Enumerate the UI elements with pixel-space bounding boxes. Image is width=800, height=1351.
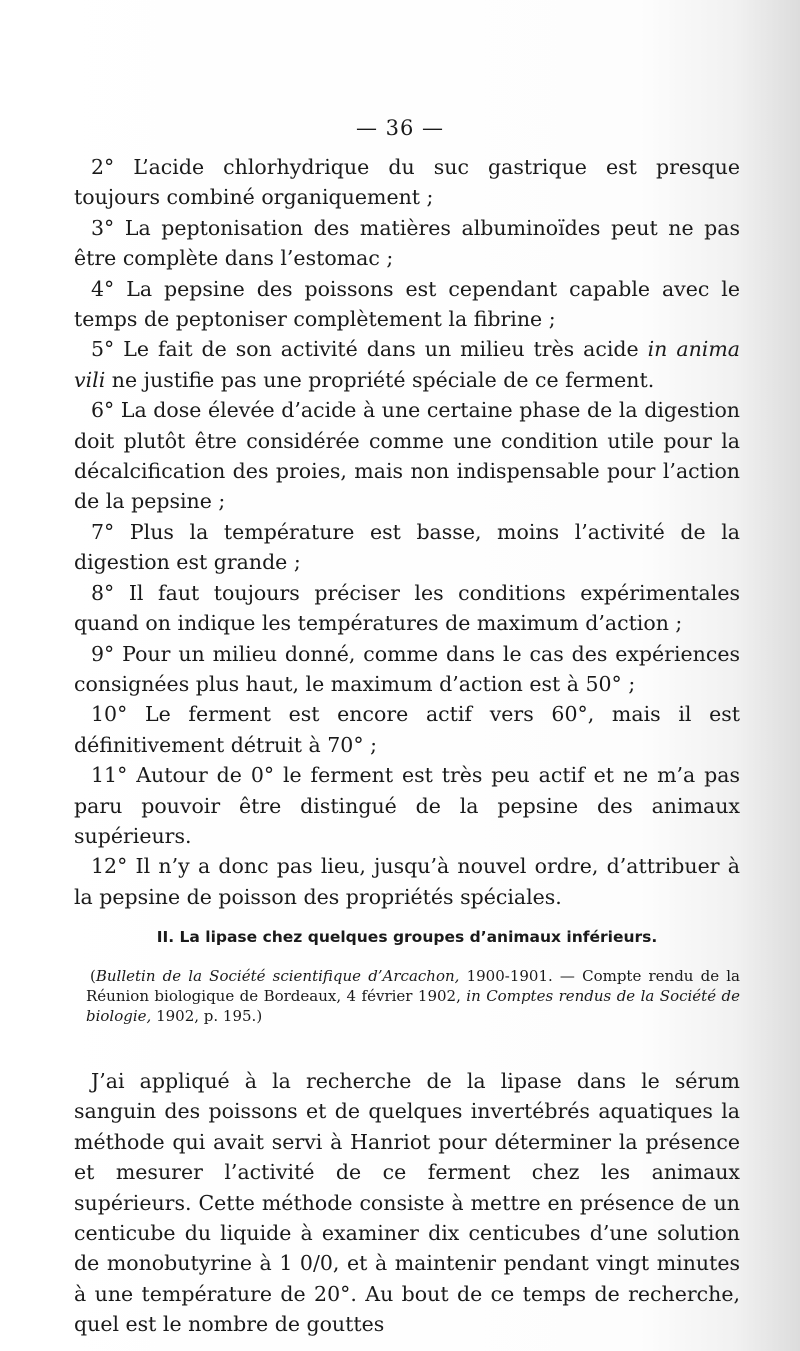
conclusion-item-4: 4° La pepsine des poissons est cependant capable avec le temps de peptoniser complètement la fibrine ; (74, 276, 740, 332)
page-number: — 36 — (355, 116, 445, 140)
conclusion-item-2: 2° L’acide chlorhydrique du suc gastrique est presque toujours combiné organiquement ; (74, 155, 740, 210)
conclusion-item-11: 11° Autour de 0° le ferment est très peu actif et ne m’a pas paru pouvoir être distingué de la pepsine des animaux supérieurs. (74, 763, 740, 848)
conclusion-item-5-end: ne justifie pas une propriété spéciale de ce ferment. (105, 367, 655, 392)
citation-journal-1: Bulletin de la Société scientifique d’Arcachon, (95, 967, 460, 985)
citation-in: in (466, 987, 481, 1005)
citation-journal-2: Comptes rendus de la Société de biologie, (86, 987, 741, 1025)
citation-open-paren: ( (90, 967, 96, 985)
lipase-paragraph (74, 1066, 740, 1340)
conclusion-item-8: 8° Il faut toujours préciser les conditions expérimentales quand on indique les températures de maximum d’action ; (74, 580, 740, 636)
conclusion-item-3: 3° La peptonisation des matières albuminoïdes peut ne pas être complète dans l’estomac ; (74, 215, 740, 271)
citation-years-2: 1902, p. 195.) (151, 1007, 263, 1025)
conclusions-list (74, 152, 740, 912)
conclusion-item-5 (74, 334, 740, 395)
lipase-paragraph-text: J’ai appliqué à la recherche de la lipase dans le sérum sanguin des poissons et de quelques invertébrés aquatiques la méthode qui avait servi à Hanriot pour déterminer la présence et mesurer l’activité de ce ferment chez les animaux supérieurs. Cette méthode consiste à mettre en présence de un centicube du liquide à examiner dix centicubes d’une solution de monobutyrine à 1 0/0, et à maintenir pendant vingt minutes à une température de 20°. Au bout de ce temps de recherche, quel est le nombre de gouttes (74, 1069, 740, 1337)
citation-years-1: 1900-1901. — Compte rendu de la Réunion biologique de Bordeaux, 4 février 1902, (86, 967, 740, 1005)
conclusion-item-6: 6° La dose élevée d’acide à une certaine phase de la digestion doit plutôt être considérée comme une condition utile pour la décalcification des proies, mais non indispensable pour l’action de la pepsine ; (74, 398, 740, 514)
section-title: II. La lipase chez quelques groupes d’animaux inférieurs. (156, 928, 658, 946)
conclusion-item-7: 7° Plus la température est basse, moins l’activité de la digestion est grande ; (74, 519, 740, 575)
conclusion-item-12: 12° Il n’y a donc pas lieu, jusqu’à nouvel ordre, d’attribuer à la pepsine de poisson des propriétés spéciales. (74, 854, 740, 909)
conclusion-item-5-start: 5° Le fait de son activité dans un milieu très acide (91, 337, 648, 362)
citation-text (74, 966, 740, 1026)
conclusion-item-5-italic: in anima vili (74, 337, 740, 392)
section-citation (74, 966, 740, 1026)
conclusion-item-9: 9° Pour un milieu donné, comme dans le cas des expériences consignées plus haut, le maximum d’action est à 50° ; (74, 641, 740, 696)
conclusion-item-10: 10° Le ferment est encore actif vers 60°, mais il est définitivement détruit à 70° ; (74, 702, 740, 757)
